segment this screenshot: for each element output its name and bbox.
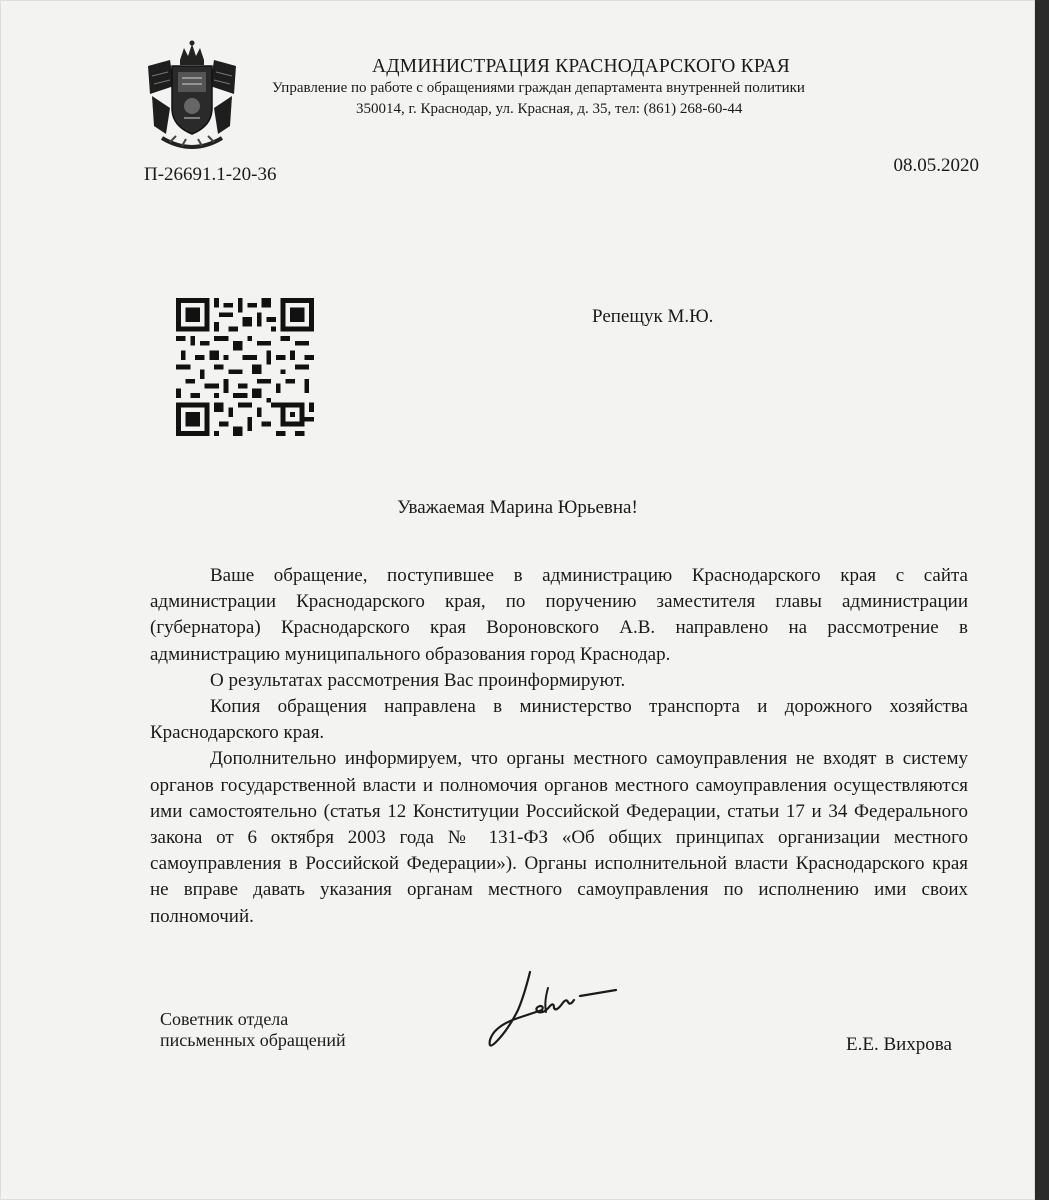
- recipient-name: Репещук М.Ю.: [592, 306, 714, 327]
- body-paragraph: О результатах рассмотрения Вас проинформируют.: [210, 669, 626, 691]
- body-paragraph: Ваше обращение, поступившее в администрацию Краснодарского края с сайта администрации Краснодарского края, по поручению заместителя главы администрации (губернатора) Краснодарского края Вороновского А.В. направлено на рассмотрение в администрацию муниципального образования город Краснодар.: [150, 565, 968, 665]
- letter-body: [150, 563, 968, 930]
- document-date: 08.05.2020: [893, 155, 979, 176]
- handwritten-signature-icon: [484, 966, 624, 1052]
- signatory-title: [160, 1009, 346, 1051]
- registration-number: П-26691.1-20-36: [144, 164, 277, 185]
- department-line: Управление по работе с обращениями граждан департамента внутренней политики: [272, 80, 805, 96]
- salutation: Уважаемая Марина Юрьевна!: [397, 497, 638, 518]
- address-line: 350014, г. Краснодар, ул. Красная, д. 35, тел: (861) 268-60-44: [356, 101, 743, 117]
- org-title: АДМИНИСТРАЦИЯ КРАСНОДАРСКОГО КРАЯ: [372, 56, 790, 77]
- body-paragraph: Дополнительно информируем, что органы местного самоуправления не входят в систему органов государственной власти и полномочия органов местного самоуправления осуществляются ими самостоятельно (статья 12 Конституции Российской Федерации, статьи 17 и 34 Федерального закона от 6 октября 2003 года № 131-ФЗ «Об общих принципах организации местного самоуправления в Российской Федерации»). Органы исполнительной власти Краснодарского края не вправе давать указания органам местного самоуправления по исполнению ими своих полномочий.: [150, 748, 968, 927]
- signatory-title-line: письменных обращений: [160, 1030, 346, 1050]
- qr-code-icon: [176, 298, 314, 436]
- coat-of-arms-icon: [140, 38, 244, 152]
- body-paragraph: Копия обращения направлена в министерство транспорта и дорожного хозяйства Краснодарского края.: [150, 696, 968, 744]
- signatory-title-line: Советник отдела: [160, 1009, 289, 1029]
- signatory-name: Е.Е. Вихрова: [846, 1034, 952, 1055]
